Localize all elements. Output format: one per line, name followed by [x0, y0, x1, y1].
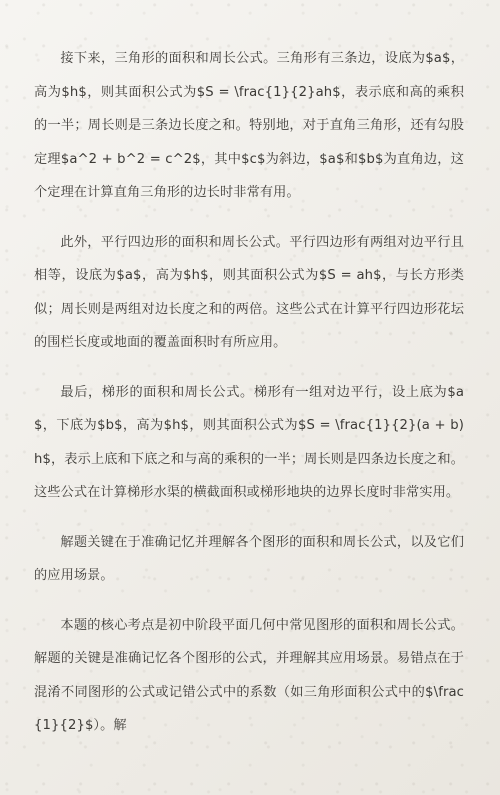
paragraph-core-analysis: 本题的核心考点是初中阶段平面几何中常见图形的面积和周长公式。解题的关键是准确记忆各个图形的公式，并理解其应用场景。易错点在于混淆不同图形的公式或记错公式中的系数（如三角形面积公式中的$\frac{1}{2}$）。解 [34, 617, 464, 733]
paragraph-parallelogram: 此外，平行四边形的面积和周长公式。平行四边形有两组对边平行且相等，设底为$a$，高为$h$，则其面积公式为$S = ah$，与长方形类似；周长则是两组对边长度之和的两倍。这些公式在计算平行四边形花坛的围栏长度或地面的覆盖面积时有所应用。 [34, 234, 464, 350]
paragraph-trapezoid: 最后，梯形的面积和周长公式。梯形有一组对边平行，设上底为$a$，下底为$b$，高为$h$，则其面积公式为$S = \frac{1}{2}(a + b)h$，表示上底和下底之和与高的乘积的一半；周长则是四条边长度之和。这些公式在计算梯形水渠的横截面积或梯形地块的边界长度时非常实用。 [34, 384, 464, 500]
paragraph-triangle: 接下来，三角形的面积和周长公式。三角形有三条边，设底为$a$，高为$h$，则其面积公式为$S = \frac{1}{2}ah$，表示底和高的乘积的一半；周长则是三条边长度之和。特别地，对于直角三角形，还有勾股定理$a^2 + b^2 = c^2$，其中$c$为斜边，$a$和$b$为直角边，这个定理在计算直角三角形的边长时非常有用。 [34, 51, 464, 200]
paragraph-key-point: 解题关键在于准确记忆并理解各个图形的面积和周长公式，以及它们的应用场景。 [34, 534, 464, 583]
document-page [34, 42, 464, 759]
